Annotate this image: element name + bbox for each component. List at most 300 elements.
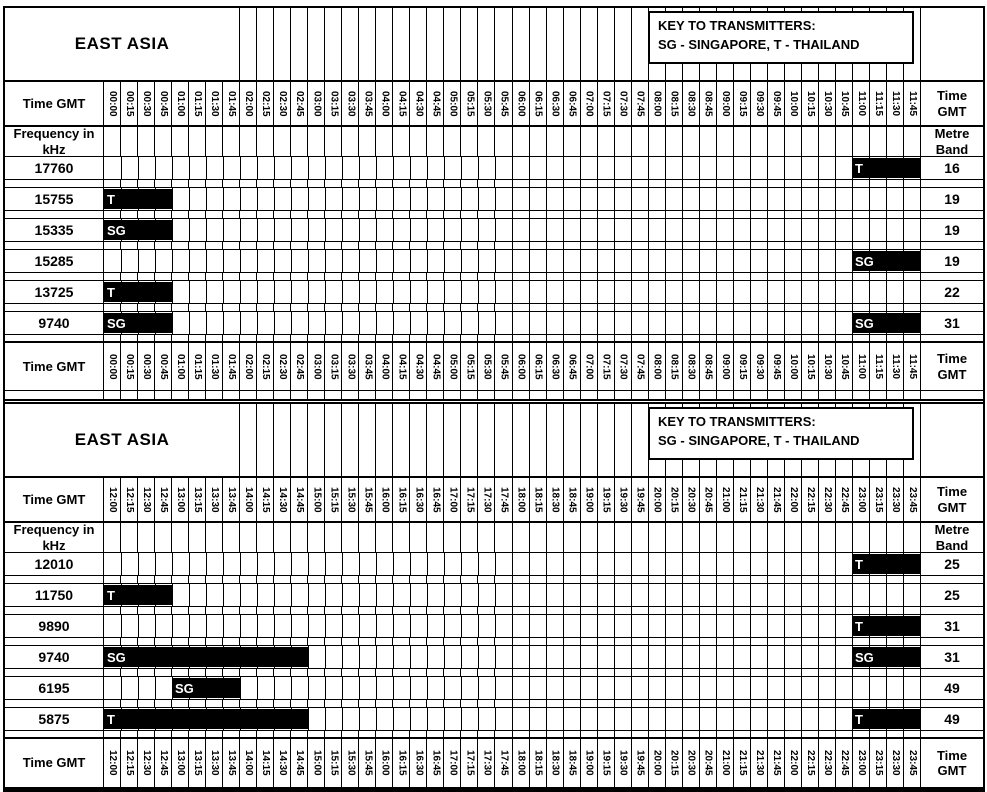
grid-cell — [648, 211, 665, 218]
grid-cell — [835, 523, 852, 552]
grid-cell — [869, 127, 886, 156]
time-slot-cell — [563, 646, 580, 668]
time-slot-cell — [597, 250, 614, 272]
grid-cell — [477, 576, 494, 583]
time-column-header — [494, 478, 511, 521]
frequency-value-cell — [5, 188, 103, 210]
time-slot-cell — [206, 312, 223, 334]
time-slot-cell — [886, 677, 903, 699]
grid-cell — [188, 335, 205, 341]
grid-cell — [120, 180, 137, 187]
grid-cell — [137, 700, 154, 707]
time-slot-cell — [818, 219, 835, 241]
time-column-footer — [631, 739, 648, 787]
time-slot-cell — [478, 157, 495, 179]
time-label: 21:15 — [736, 486, 748, 513]
grid-cell — [835, 127, 852, 156]
transmitter-bar — [104, 282, 172, 302]
grid-cell — [443, 127, 460, 156]
time-slot-cell — [818, 677, 835, 699]
time-slot-cell — [614, 708, 631, 730]
grid-cell — [171, 304, 188, 311]
time-slot-cell — [308, 250, 325, 272]
time-label: 17:45 — [498, 750, 510, 776]
time-column-footer — [324, 739, 341, 787]
grid-cell — [5, 180, 103, 187]
grid-cell — [188, 607, 205, 614]
grid-cell — [699, 127, 716, 156]
time-column-header — [886, 478, 903, 521]
time-column-footer — [324, 343, 341, 390]
time-slot-cell — [699, 281, 716, 303]
time-column-footer — [750, 343, 767, 390]
metre-band-cell — [920, 584, 983, 606]
time-column-footer — [137, 343, 154, 390]
metre-band-value: 19 — [944, 253, 960, 269]
spacer-row — [5, 180, 983, 188]
grid-cell — [852, 180, 869, 187]
time-label: 09:15 — [736, 353, 748, 380]
time-column-footer — [307, 739, 324, 787]
time-slot-cell — [716, 312, 733, 334]
time-label: 07:15 — [600, 90, 612, 117]
grid-cell — [103, 273, 120, 280]
grid-cell — [375, 242, 392, 249]
metre-band-cell — [920, 157, 983, 179]
time-slot-cell — [325, 312, 342, 334]
frequency-header-row — [5, 127, 983, 157]
grid-cell — [784, 731, 801, 737]
time-slot-cell — [393, 312, 410, 334]
grid-cell — [307, 8, 324, 80]
grid-cell — [512, 669, 529, 676]
time-label: 00:30 — [141, 353, 153, 380]
time-label: 00:45 — [158, 90, 170, 117]
time-slot-cell — [291, 250, 308, 272]
grid-cell — [409, 731, 426, 737]
time-label: 17:30 — [481, 750, 493, 776]
time-column-footer — [256, 739, 273, 787]
grid-cell — [494, 669, 511, 676]
grid-cell — [273, 669, 290, 676]
time-column-footer — [137, 739, 154, 787]
table-title-cell — [5, 404, 239, 476]
time-slot-cell — [410, 553, 427, 575]
time-slot-cell — [138, 250, 155, 272]
time-slot-cell — [631, 250, 648, 272]
grid-cell — [5, 576, 103, 583]
grid-cell — [767, 273, 784, 280]
time-label: 14:45 — [294, 486, 306, 513]
grid-cell — [546, 180, 563, 187]
grid-cell — [648, 700, 665, 707]
grid-cell — [460, 180, 477, 187]
grid-cell — [750, 731, 767, 737]
time-slot-cell — [716, 615, 733, 637]
grid-cell — [716, 242, 733, 249]
grid-cell — [171, 731, 188, 737]
grid-cell — [767, 242, 784, 249]
grid-cell — [256, 523, 273, 552]
grid-cell — [171, 211, 188, 218]
time-column-footer — [222, 343, 239, 390]
grid-cell — [750, 335, 767, 341]
grid-cell — [546, 242, 563, 249]
time-slot-cell — [342, 553, 359, 575]
spacer-row — [5, 576, 983, 584]
grid-cell — [784, 127, 801, 156]
grid-cell — [358, 607, 375, 614]
time-slot-cell — [614, 584, 631, 606]
time-slot-cell — [546, 188, 563, 210]
grid-cell — [324, 127, 341, 156]
metre-band-value: 49 — [944, 711, 960, 727]
grid-cell — [563, 576, 580, 583]
time-slot-cell — [189, 584, 206, 606]
metre-band-value: 19 — [944, 222, 960, 238]
time-slot-cell — [240, 677, 257, 699]
time-column-footer — [154, 739, 171, 787]
grid-cell — [512, 8, 529, 80]
time-column-header — [750, 478, 767, 521]
grid-cell — [5, 304, 103, 311]
metre-band-cell — [920, 219, 983, 241]
time-slot-cell — [393, 553, 410, 575]
time-slot-cell — [138, 677, 155, 699]
time-label: 15:30 — [345, 750, 357, 776]
grid-cell — [716, 638, 733, 645]
time-column-footer — [631, 343, 648, 390]
time-slot-cell — [767, 250, 784, 272]
grid-cell — [154, 335, 171, 341]
grid-cell — [188, 242, 205, 249]
time-column-header — [750, 82, 767, 125]
grid-cell — [324, 731, 341, 737]
time-label: 11:00 — [855, 90, 867, 117]
time-label: 14:15 — [260, 486, 272, 513]
time-slot-cell — [206, 281, 223, 303]
transmitter-label: T — [855, 618, 863, 634]
time-column-header — [903, 82, 920, 125]
grid-cell — [341, 304, 358, 311]
grid-cell — [273, 273, 290, 280]
time-column-header — [273, 478, 290, 521]
grid-cell — [869, 523, 886, 552]
time-label: 08:30 — [685, 90, 697, 117]
grid-cell — [375, 669, 392, 676]
time-label: 08:00 — [651, 90, 663, 117]
time-label: 01:15 — [192, 90, 204, 117]
grid-cell — [648, 638, 665, 645]
grid-cell — [869, 669, 886, 676]
grid-cell — [682, 607, 699, 614]
time-label: 20:45 — [702, 486, 714, 513]
grid-cell — [222, 669, 239, 676]
time-label: 03:45 — [362, 353, 374, 380]
time-column-header — [512, 478, 529, 521]
grid-cell — [682, 273, 699, 280]
grid-cell — [852, 304, 869, 311]
time-label: 05:45 — [498, 90, 510, 117]
time-column-footer — [614, 739, 631, 787]
grid-cell — [580, 669, 597, 676]
time-slot-cell — [784, 157, 801, 179]
grid-cell — [358, 335, 375, 341]
time-slot-cell — [631, 219, 648, 241]
grid-cell — [273, 8, 290, 80]
grid-cell — [512, 242, 529, 249]
grid-cell — [597, 8, 614, 80]
grid-cell — [852, 607, 869, 614]
grid-cell — [256, 211, 273, 218]
grid-cell — [205, 576, 222, 583]
grid-cell — [614, 242, 631, 249]
grid-cell — [563, 391, 580, 399]
grid-cell — [460, 304, 477, 311]
time-column-footer — [733, 739, 750, 787]
grid-cell — [597, 304, 614, 311]
time-column-header — [818, 82, 835, 125]
grid-cell — [273, 638, 290, 645]
grid-cell — [460, 273, 477, 280]
metre-band-header-line1: Metre — [934, 523, 970, 538]
time-slot-cell — [206, 584, 223, 606]
grid-cell — [494, 304, 511, 311]
time-label: 18:00 — [515, 486, 527, 513]
grid-cell — [801, 523, 818, 552]
time-slot-cell — [665, 219, 682, 241]
schedule-track — [103, 312, 920, 334]
time-label: 20:00 — [651, 486, 663, 513]
grid-cell — [682, 731, 699, 737]
grid-cell — [477, 211, 494, 218]
grid-cell — [307, 404, 324, 476]
time-slot-cell — [172, 250, 189, 272]
grid-cell — [460, 211, 477, 218]
time-slot-cell — [410, 188, 427, 210]
time-slot-cell — [240, 281, 257, 303]
time-slot-cell — [291, 188, 308, 210]
time-slot-cell — [512, 312, 529, 334]
time-slot-cell — [325, 615, 342, 637]
grid-cell — [920, 180, 983, 187]
time-slot-cell — [903, 219, 920, 241]
grid-cell — [426, 273, 443, 280]
grid-cell — [375, 391, 392, 399]
grid-cell — [494, 8, 511, 80]
time-slot-cell — [223, 188, 240, 210]
time-column-header — [409, 478, 426, 521]
grid-cell — [597, 273, 614, 280]
time-column-header — [716, 478, 733, 521]
time-slot-cell — [444, 615, 461, 637]
grid-cell — [903, 523, 920, 552]
transmitter-label: T — [107, 284, 115, 300]
time-column-header — [222, 82, 239, 125]
time-column-header — [443, 82, 460, 125]
grid-cell — [426, 523, 443, 552]
grid-cell — [869, 211, 886, 218]
time-slot-cell — [767, 188, 784, 210]
time-slot-cell — [716, 677, 733, 699]
grid-cell — [154, 211, 171, 218]
time-slot-cell — [257, 677, 274, 699]
time-slot-cell — [376, 157, 393, 179]
grid-cell — [154, 607, 171, 614]
grid-cell — [307, 304, 324, 311]
grid-cell — [597, 242, 614, 249]
time-slot-cell — [767, 219, 784, 241]
time-slot-cell — [852, 188, 869, 210]
grid-cell — [699, 523, 716, 552]
time-label: 16:45 — [430, 486, 442, 513]
time-slot-cell — [648, 250, 665, 272]
grid-cell — [375, 404, 392, 476]
grid-cell — [341, 576, 358, 583]
grid-cell — [903, 391, 920, 399]
time-label: 23:15 — [872, 750, 884, 776]
time-column-footer — [546, 739, 563, 787]
grid-cell — [273, 404, 290, 476]
grid-cell — [733, 273, 750, 280]
grid-cell — [273, 127, 290, 156]
time-label: 04:30 — [413, 90, 425, 117]
time-slot-cell — [716, 188, 733, 210]
grid-cell — [665, 607, 682, 614]
time-slot-cell — [376, 708, 393, 730]
grid-cell — [716, 180, 733, 187]
grid-cell — [494, 273, 511, 280]
time-column-footer — [699, 343, 716, 390]
grid-cell — [341, 391, 358, 399]
time-slot-cell — [597, 281, 614, 303]
grid-cell — [290, 211, 307, 218]
grid-cell — [307, 700, 324, 707]
transmitter-bar — [852, 313, 920, 333]
metre-band-cell — [920, 312, 983, 334]
grid-cell — [750, 523, 767, 552]
time-slot-cell — [665, 157, 682, 179]
grid-cell — [477, 273, 494, 280]
time-slot-cell — [359, 553, 376, 575]
schedule-track — [103, 553, 920, 575]
grid-cell — [597, 180, 614, 187]
time-label: 14:45 — [294, 750, 306, 776]
grid-cell — [239, 273, 256, 280]
time-column-header — [546, 478, 563, 521]
grid-cell — [631, 273, 648, 280]
grid-cell — [546, 304, 563, 311]
time-column-header — [188, 478, 205, 521]
grid-cell — [324, 638, 341, 645]
time-label: 18:15 — [532, 750, 544, 776]
grid-cell — [324, 180, 341, 187]
grid-cell — [103, 700, 120, 707]
time-column-footer — [750, 739, 767, 787]
grid-cell — [801, 576, 818, 583]
time-slot-cell — [529, 708, 546, 730]
grid-cell — [699, 304, 716, 311]
grid-cell — [307, 607, 324, 614]
time-label: 03:30 — [345, 90, 357, 117]
grid-cell — [920, 335, 983, 341]
time-column-footer — [477, 739, 494, 787]
grid-cell — [614, 638, 631, 645]
time-column-footer — [409, 343, 426, 390]
time-label: 19:00 — [583, 750, 595, 776]
time-label: 04:00 — [379, 90, 391, 117]
grid-cell — [341, 700, 358, 707]
time-slot-cell — [563, 615, 580, 637]
grid-cell — [358, 576, 375, 583]
grid-cell — [852, 391, 869, 399]
time-slot-cell — [121, 250, 138, 272]
grid-cell — [767, 576, 784, 583]
grid-cell — [341, 335, 358, 341]
time-column-header — [137, 478, 154, 521]
grid-cell — [886, 731, 903, 737]
grid-cell — [699, 669, 716, 676]
metre-band-value: 31 — [944, 315, 960, 331]
time-label: 22:00 — [787, 750, 799, 776]
grid-cell — [222, 127, 239, 156]
time-slot-cell — [699, 584, 716, 606]
time-column-header — [307, 478, 324, 521]
time-slot-cell — [903, 281, 920, 303]
time-label: 19:30 — [617, 486, 629, 513]
time-column-header — [188, 82, 205, 125]
grid-cell — [835, 304, 852, 311]
time-label: 06:00 — [515, 353, 527, 380]
corner-cell — [920, 8, 983, 80]
grid-cell — [307, 273, 324, 280]
time-column-header — [699, 82, 716, 125]
frequency-value-cell — [5, 250, 103, 272]
time-label: 07:00 — [583, 353, 595, 380]
grid-cell — [852, 242, 869, 249]
time-slot-cell — [614, 553, 631, 575]
time-slot-cell — [784, 677, 801, 699]
time-slot-cell — [784, 584, 801, 606]
grid-cell — [920, 669, 983, 676]
grid-cell — [239, 335, 256, 341]
grid-cell — [716, 273, 733, 280]
time-column-header — [580, 478, 597, 521]
time-label: 22:45 — [838, 486, 850, 513]
grid-cell — [205, 242, 222, 249]
grid-cell — [205, 669, 222, 676]
grid-cell — [563, 127, 580, 156]
grid-cell — [631, 731, 648, 737]
time-slot-cell — [325, 677, 342, 699]
grid-cell — [818, 523, 835, 552]
grid-cell — [256, 273, 273, 280]
grid-cell — [512, 127, 529, 156]
time-label: 10:00 — [787, 353, 799, 380]
grid-cell — [120, 669, 137, 676]
grid-cell — [239, 127, 256, 156]
time-slot-cell — [223, 553, 240, 575]
time-column-header — [886, 82, 903, 125]
grid-cell — [103, 523, 120, 552]
grid-cell — [665, 273, 682, 280]
schedule-track — [103, 250, 920, 272]
time-label: 11:30 — [889, 90, 901, 117]
time-slot-cell — [376, 219, 393, 241]
time-label: 10:30 — [821, 353, 833, 380]
grid-cell — [869, 304, 886, 311]
grid-cell — [120, 700, 137, 707]
